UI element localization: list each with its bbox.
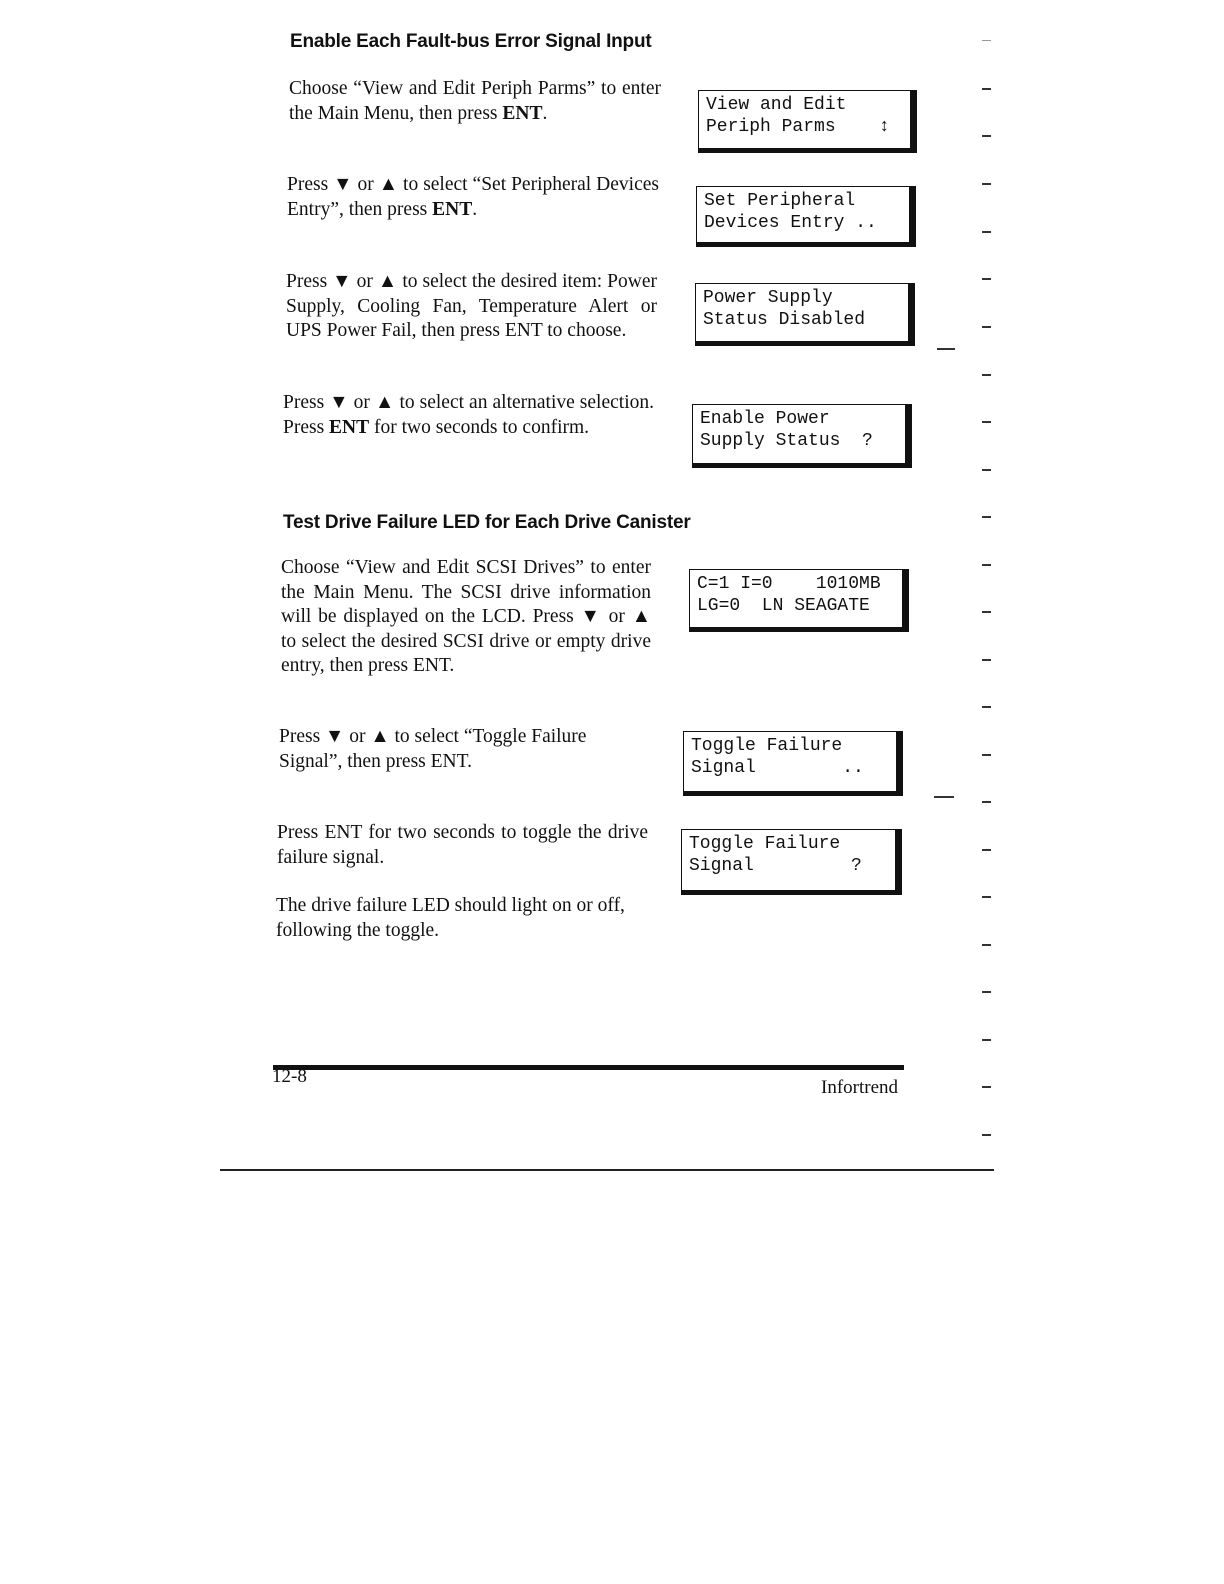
lcd-display: Toggle Failure Signal ? [681,829,902,895]
footer-rule [273,1065,904,1070]
margin-mark [982,88,991,90]
instruction-step: Press ▼ or ▲ to select the desired item: Power Supply, Cooling Fan, Temperature Alert or UPS Power Fail, then press ENT to choose. [286,271,657,341]
margin-mark [937,348,955,350]
margin-mark [982,611,991,613]
margin-mark [982,469,991,471]
margin-mark [982,326,991,328]
margin-mark [982,1039,991,1041]
instruction-step: Press ENT for two seconds to toggle the drive failure signal. [277,822,648,868]
lcd-display: Set Peripheral Devices Entry .. [696,186,916,247]
instruction-step: Press ▼ or ▲ to select “Toggle Failure Signal”, then press ENT. [279,726,587,772]
lcd-display: C=1 I=0 1010MB LG=0 LN SEAGATE [689,569,909,632]
margin-mark [982,944,991,946]
margin-mark [982,801,991,803]
margin-mark [934,796,954,798]
instruction-note: The drive failure LED should light on or off, following the toggle. [276,895,625,941]
instruction-step: Choose “View and Edit SCSI Drives” to enter the Main Menu. The SCSI drive information will be displayed on the LCD. Press ▼ or ▲ to select the desired SCSI drive or empty drive entry, then press ENT. [281,557,651,676]
margin-mark [982,374,991,376]
margin-mark [982,135,991,137]
margin-mark [982,40,991,41]
margin-mark [982,564,991,566]
margin-mark [982,849,991,851]
margin-mark [982,231,991,233]
margin-mark [982,183,991,185]
instruction-step: Press ▼ or ▲ to select an alternative selection. Press ENT for two seconds to confirm. [283,392,654,438]
instruction-step: Choose “View and Edit Periph Parms” to enter the Main Menu, then press ENT. [289,78,661,124]
scan-edge-rule [220,1169,994,1171]
margin-mark [982,1086,991,1088]
section-heading-fault-bus: Enable Each Fault-bus Error Signal Input [290,31,652,52]
margin-mark [982,516,991,518]
margin-mark [982,706,991,708]
lcd-display: Toggle Failure Signal .. [683,731,903,796]
footer-brand: Infortrend [821,1077,899,1098]
page-number: 12-8 [272,1066,307,1087]
margin-mark [982,1134,991,1136]
margin-mark [982,659,991,661]
margin-mark [982,278,991,280]
margin-mark [982,754,991,756]
instruction-step: Press ▼ or ▲ to select “Set Peripheral Devices Entry”, then press ENT. [287,174,659,220]
lcd-display: Enable Power Supply Status ? [692,404,912,468]
section-heading-drive-failure-led: Test Drive Failure LED for Each Drive Canister [283,512,691,533]
lcd-display: View and Edit Periph Parms ↕ [698,90,917,153]
margin-mark [982,421,991,423]
margin-mark [982,896,991,898]
lcd-display: Power Supply Status Disabled [695,283,915,346]
margin-mark [982,991,991,993]
